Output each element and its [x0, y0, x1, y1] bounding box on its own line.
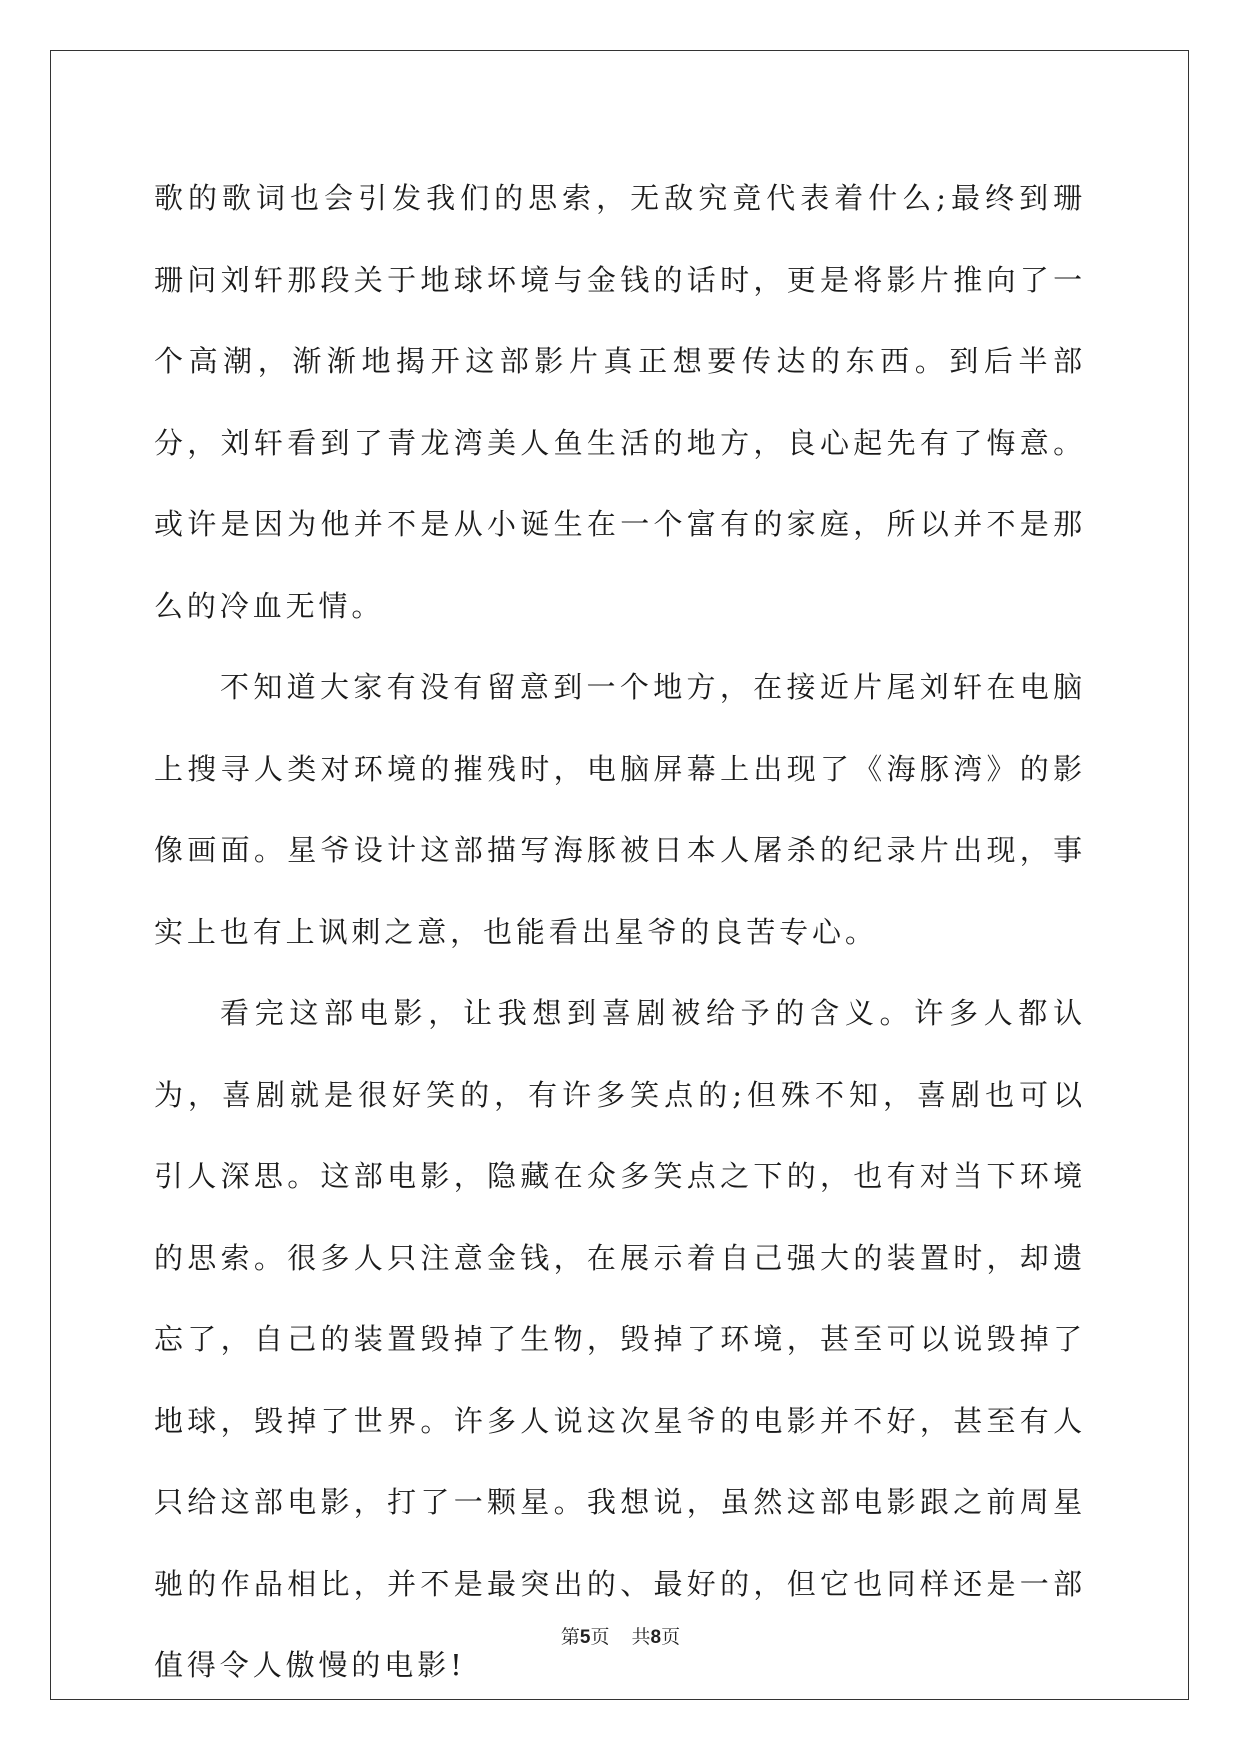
paragraph-1: 歌的歌词也会引发我们的思索，无敌究竟代表着什么;最终到珊珊问刘轩那段关于地球坏境与金钱的话时，更是将影片推向了一个高潮，渐渐地揭开这部影片真正想要传达的东西。到后半部分，刘轩看到了青龙湾美人鱼生活的地方，良心起先有了悔意。或许是因为他并不是从小诞生在一个富有的家庭，所以并不是那么的冷血无情。: [154, 181, 1086, 623]
total-prefix: 共: [631, 1626, 651, 1648]
page-footer: [0, 1622, 1241, 1649]
document-body: [154, 158, 1086, 1707]
paragraph-3: 看完这部电影，让我想到喜剧被给予的含义。许多人都认为，喜剧就是很好笑的，有许多笑点的;但殊不知，喜剧也可以引人深思。这部电影，隐藏在众多笑点之下的，也有对当下环境的思索。很多人只注意金钱，在展示着自己强大的装置时，却遗忘了，自己的装置毁掉了生物，毁掉了环境，甚至可以说毁掉了地球，毁掉了世界。许多人说这次星爷的电影并不好，甚至有人只给这部电影，打了一颗星。我想说，虽然这部电影跟之前周星驰的作品相比，并不是最突出的、最好的，但它也同样还是一部值得令人傲慢的电影!: [154, 996, 1086, 1682]
total-pages: 8: [650, 1627, 662, 1648]
page-number: 5: [579, 1627, 591, 1648]
page-suffix: 页: [590, 1626, 610, 1648]
paragraph-2: 不知道大家有没有留意到一个地方，在接近片尾刘轩在电脑上搜寻人类对环境的摧残时，电脑屏幕上出现了《海豚湾》的影像画面。星爷设计这部描写海豚被日本人屠杀的纪录片出现，事实上也有上讽刺之意，也能看出星爷的良苦专心。: [154, 670, 1086, 949]
total-suffix: 页: [661, 1626, 681, 1648]
page-prefix: 第: [560, 1626, 580, 1648]
